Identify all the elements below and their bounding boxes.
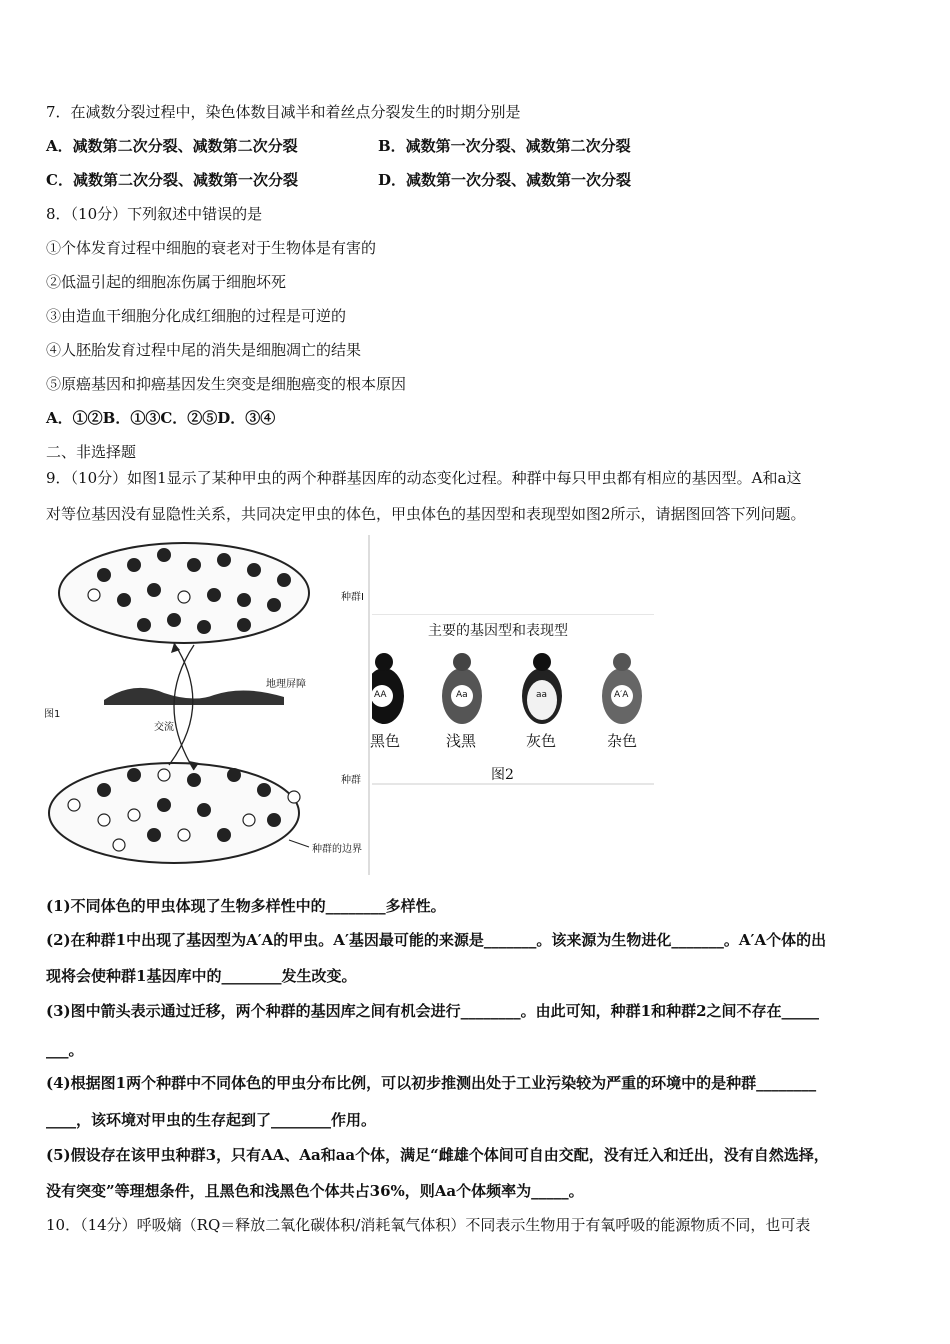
- q8-item-2: ②低温引起的细胞冻伤属于细胞坏死: [46, 273, 287, 291]
- q9-sub4-line2: ____，该环境对甲虫的生存起到了________作用。: [46, 1111, 377, 1129]
- q8-item-1: ①个体发育过程中细胞的衰老对于生物体是有害的: [46, 239, 377, 257]
- fig1-pop2-label: 种群: [341, 775, 361, 786]
- q9-sub2-line2: 现将会使种群1基因库中的________发生改变。: [46, 967, 357, 985]
- beetle-1-phenotype: 黑色: [370, 732, 401, 750]
- fig2-label: 图2: [491, 767, 514, 783]
- beetle-aa-black: [372, 653, 404, 724]
- beetle-1-genotype: AA: [374, 690, 387, 700]
- q10-stem: 10．（14分）呼吸熵（RQ＝释放二氧化碳体积/消耗氧气体积）不同表示生物用于有氧呼吸的能源物质不同，也可表: [46, 1216, 811, 1234]
- fig1-pop1-label: 种群Ⅰ: [341, 592, 364, 603]
- q7-option-d: D．减数第一次分裂、减数第一次分裂: [378, 171, 632, 189]
- beetle-3-phenotype: 灰色: [526, 732, 557, 750]
- q9-sub5-line1: (5)假设存在该甲虫种群3，只有AA、Aa和aa个体，满足“雌雄个体间可自由交配，没有迁入和迁出，没有自然选择，: [46, 1146, 829, 1164]
- beetle-2-phenotype: 浅黑: [446, 732, 477, 750]
- q9-sub2-line1: (2)在种群1中出现了基因型为A′A的甲虫。A′基因最可能的来源是_______。该来源为生物进化_______。A′A个体的出: [46, 931, 827, 949]
- q8-options: A．①②B．①③C．②⑤D．③④: [46, 409, 276, 427]
- q9-stem-line2: 对等位基因没有显隐性关系，共同决定甲虫的体色，甲虫体色的基因型和表现型如图2所示，请据图回答下列问题。: [46, 505, 806, 523]
- beetle-4-phenotype: 杂色: [607, 732, 638, 750]
- q9-sub1: (1)不同体色的甲虫体现了生物多样性中的________多样性。: [46, 897, 446, 915]
- q8-stem: 8．（10分）下列叙述中错误的是: [46, 205, 263, 223]
- q9-sub5-line2: 没有突变”等理想条件，且黑色和浅黑色个体共占36%，则Aa个体频率为_____。: [46, 1182, 584, 1200]
- section-heading: 二、非选择题: [46, 443, 137, 461]
- q7-stem: 7．在减数分裂过程中，染色体数目减半和着丝点分裂发生的时期分别是: [46, 103, 521, 121]
- q8-item-3: ③由造血干细胞分化成红细胞的过程是可逆的: [46, 307, 347, 325]
- q9-sub3-line2: ___。: [46, 1041, 84, 1059]
- q7-option-b: B．减数第一次分裂、减数第二次分裂: [378, 137, 631, 155]
- q9-stem-line1: 9．（10分）如图1显示了某种甲虫的两个种群基因库的动态变化过程。种群中每只甲虫都有相应的基因型。A和a这: [46, 469, 802, 487]
- figure-1: [44, 535, 374, 875]
- fig1-label: 图1: [44, 709, 61, 720]
- fig1-boundary-label: 种群的边界: [312, 844, 362, 855]
- q7-option-a: A．减数第二次分裂、减数第二次分裂: [46, 137, 298, 155]
- fig1-barrier-label: 地理屏障: [266, 679, 306, 690]
- fig2-title: 主要的基因型和表现型: [428, 623, 568, 639]
- q8-item-5: ⑤原癌基因和抑癌基因发生突变是细胞癌变的根本原因: [46, 375, 407, 393]
- beetle-4-genotype: A′A: [614, 690, 629, 700]
- beetle-2-genotype: Aa: [456, 690, 468, 700]
- q9-sub4-line1: (4)根据图1两个种群中不同体色的甲虫分布比例，可以初步推测出处于工业污染较为严重的环境中的是种群________: [46, 1074, 817, 1092]
- figure-2: [372, 614, 654, 790]
- q8-item-4: ④人胚胎发育过程中尾的消失是细胞凋亡的结果: [46, 341, 362, 359]
- q7-option-c: C．减数第二次分裂、减数第一次分裂: [46, 171, 298, 189]
- beetle-3-genotype: aa: [536, 690, 548, 700]
- fig1-exchange-label: 交流: [154, 722, 174, 733]
- q9-sub3-line1: (3)图中箭头表示通过迁移，两个种群的基因库之间有机会进行________。由此可知，种群1和种群2之间不存在_____: [46, 1002, 820, 1020]
- figure-1-drawing: [44, 535, 374, 875]
